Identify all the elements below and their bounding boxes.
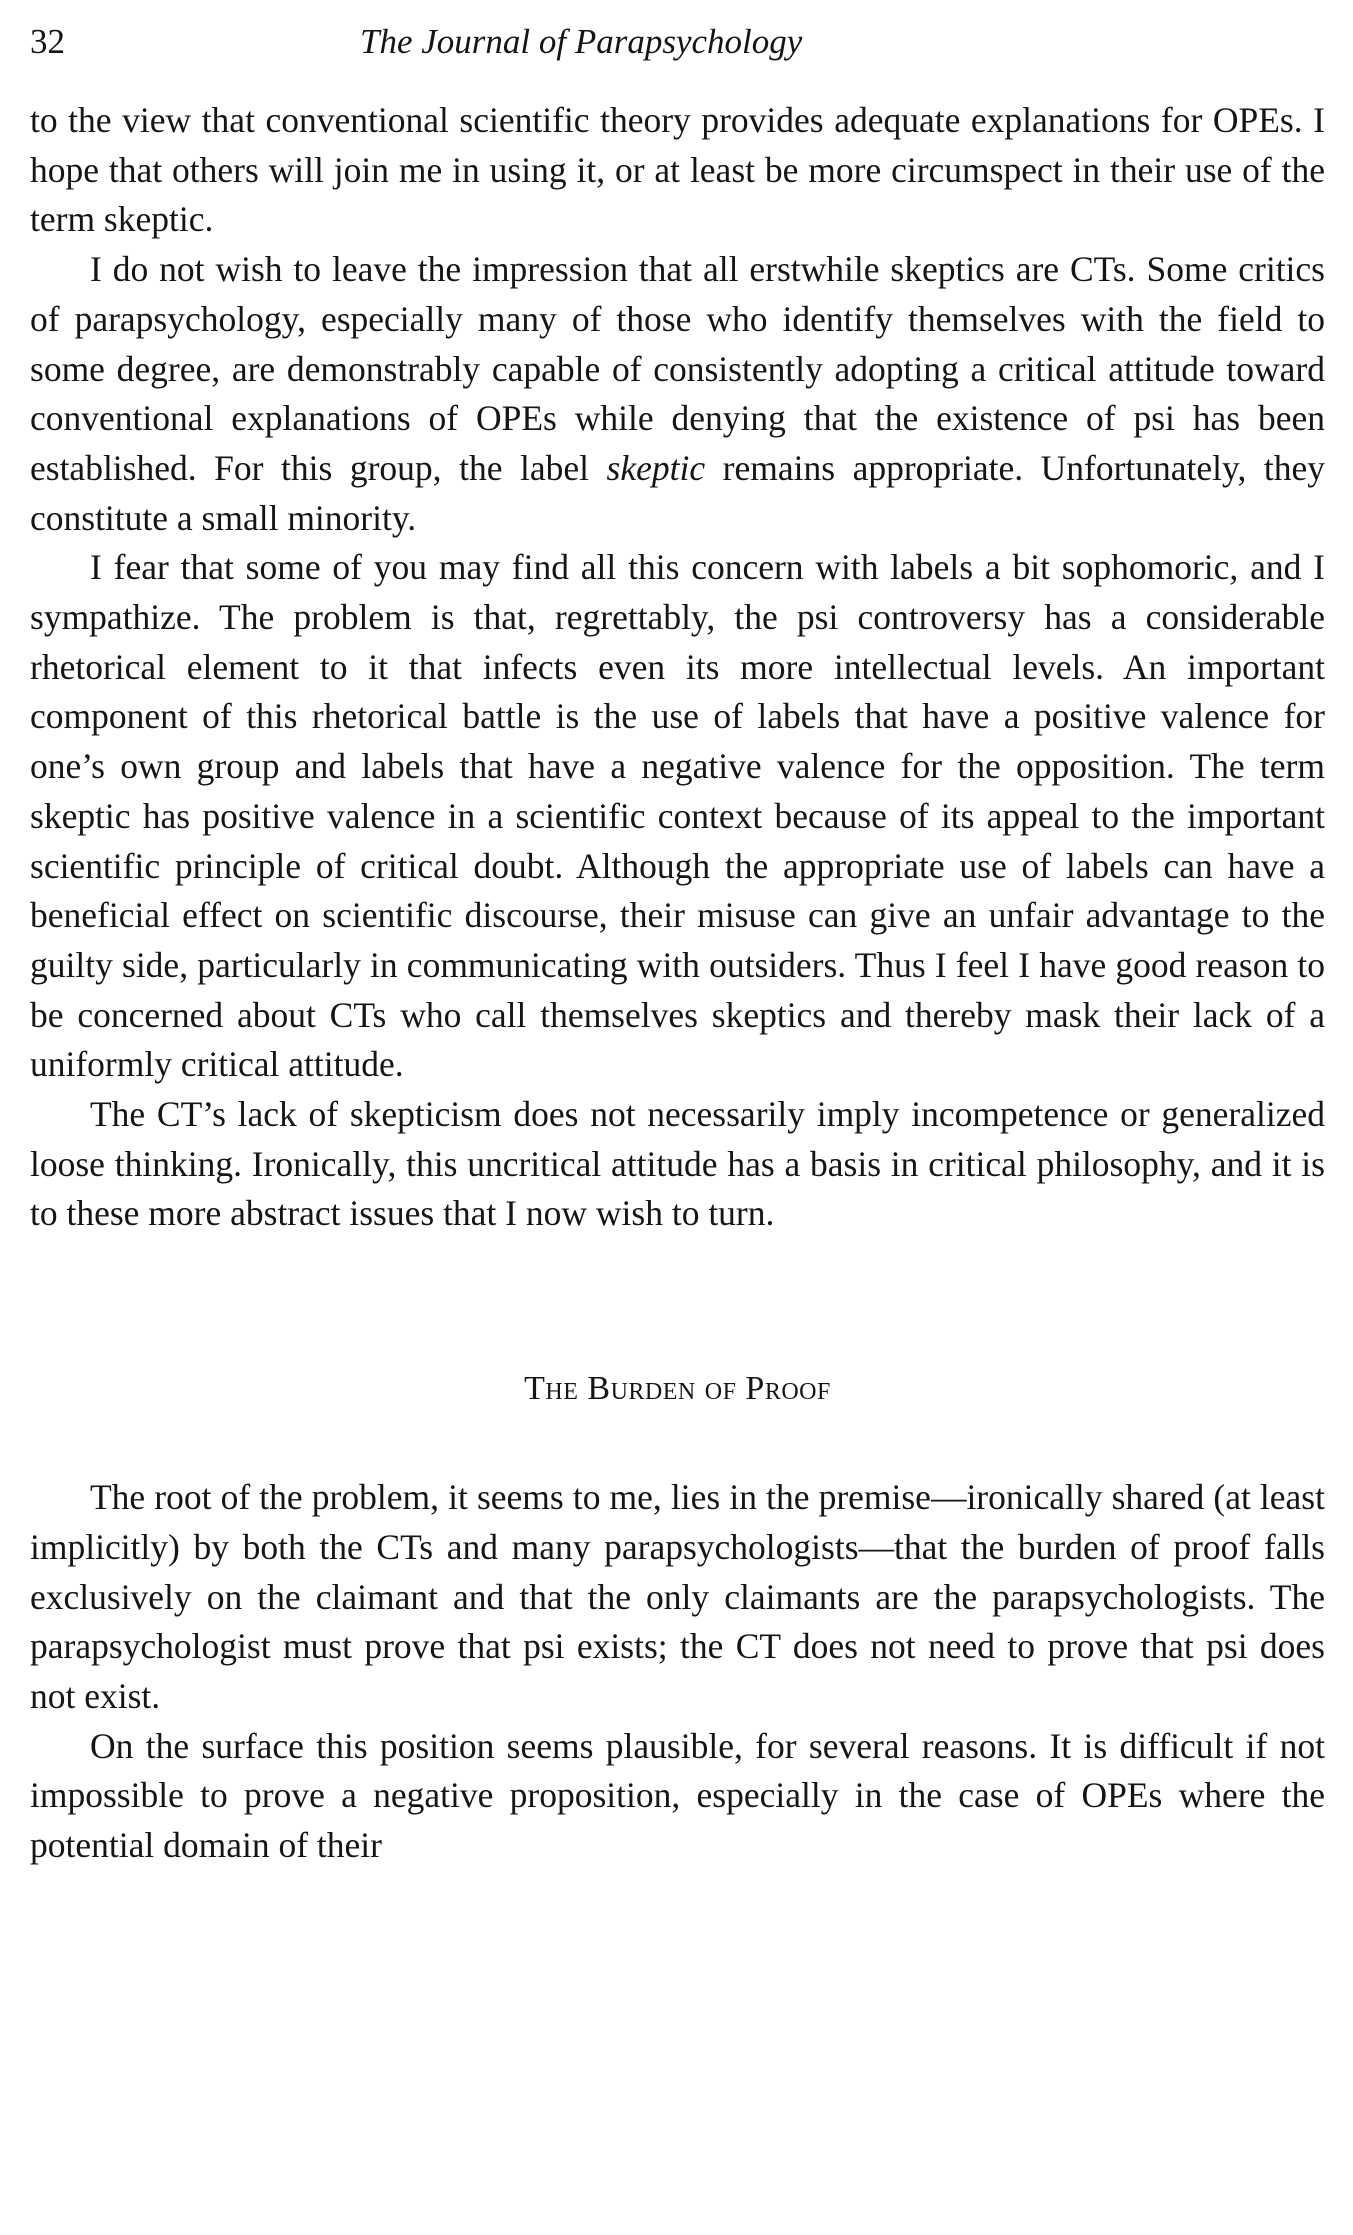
paragraph-text: remains appropriate. Unfortunately, they constitute a small minority. — [30, 447, 1325, 538]
paragraph: to the view that conventional scientific theory provides adequate explanations for OPEs. I hope that others will join me in using it, or at least be more circumspect in their use of the term skeptic. — [30, 100, 1325, 240]
page-header — [30, 22, 1325, 78]
paragraph-text: I do not wish to leave the impression that all erstwhile skeptics are CTs. Some critics of parapsychology, especially many of those who identify themselves with the field to some degree, are demonstrably capable of consistently adopting a critical attitude toward conventional explanations of OPEs while denying that the existence of psi has been established. For this group, the label — [30, 249, 1325, 488]
paragraph: The CT’s lack of skepticism does not necessarily imply incompetence or generalized loose thinking. Ironically, this uncritical attitude has a basis in critical philosophy, and it is to these more abstract issues that I now wish to turn. — [30, 1094, 1325, 1234]
paragraph: The root of the problem, it seems to me, lies in the premise—ironically shared (at least implicitly) by both the CTs and many parapsychologists—that the burden of proof falls exclusively on the claimant and that the only claimants are the parapsychologists. The parapsychologist must prove that psi exists; the CT does not need to prove that psi does not exist. — [30, 1477, 1325, 1716]
emphasized-term: skeptic — [606, 447, 706, 488]
page-number: 32 — [30, 22, 65, 61]
body-text — [30, 96, 1325, 1871]
paragraph: I fear that some of you may find all this concern with labels a bit sophomoric, and I sympathize. The problem is that, regrettably, the psi controversy has a considerable rhetorical element to it that infects even its more intellectual levels. An important component of this rhetorical battle is the use of labels that have a positive valence for one’s own group and labels that have a negative valence for the opposition. The term skeptic has positive valence in a scientific context because of its appeal to the important scientific principle of critical doubt. Although the appropriate use of labels can have a beneficial effect on scientific discourse, their misuse can give an unfair advantage to the guilty side, particularly in communicating with outsiders. Thus I feel I have good reason to be concerned about CTs who call themselves skeptics and thereby mask their lack of a uniformly critical attitude. — [30, 547, 1325, 1085]
paragraph: On the surface this position seems plausible, for several reasons. It is difficult if not impossible to prove a negative proposition, especially in the case of OPEs where the potential domain of their — [30, 1725, 1325, 1866]
paragraph — [30, 245, 1325, 543]
section-heading: The Burden of Proof — [524, 1370, 831, 1408]
running-head: The Journal of Parapsychology — [360, 22, 803, 61]
